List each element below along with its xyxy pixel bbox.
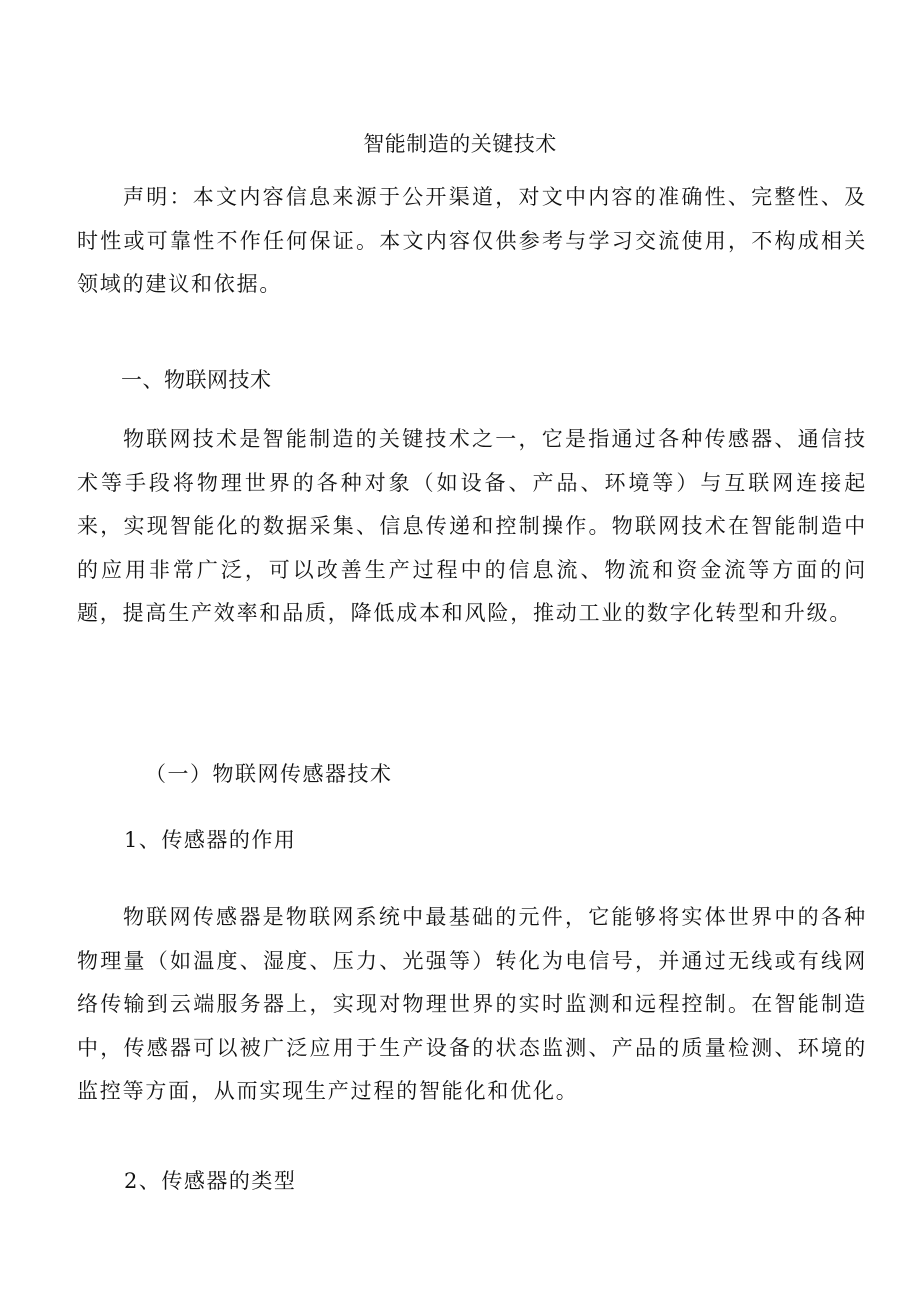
- subsection-heading-sensor-tech: （一）物联网传感器技术: [145, 762, 393, 786]
- document-title: 智能制造的关键技术: [363, 132, 557, 156]
- item-heading-sensor-types: 2、传感器的类型: [124, 1169, 297, 1193]
- item-heading-sensor-role: 1、传感器的作用: [124, 828, 297, 852]
- section-paragraph-iot: 物联网技术是智能制造的关键技术之一，它是指通过各种传感器、通信技术等手段将物理世界的各种对象（如设备、产品、环境等）与互联网连接起来，实现智能化的数据采集、信息传递和控制操作。物联网技术在智能制造中的应用非常广泛，可以改善生产过程中的信息流、物流和资金流等方面的问题，提高生产效率和品质，降低成本和风险，推动工业的数字化转型和升级。: [77, 427, 867, 625]
- item-paragraph-sensor-role: 物联网传感器是物联网系统中最基础的元件，它能够将实体世界中的各种物理量（如温度、湿度、压力、光强等）转化为电信号，并通过无线或有线网络传输到云端服务器上，实现对物理世界的实时监测和远程控制。在智能制造中，传感器可以被广泛应用于生产设备的状态监测、产品的质量检测、环境的监控等方面，从而实现生产过程的智能化和优化。: [77, 905, 867, 1103]
- section-heading-iot: 一、物联网技术: [121, 368, 272, 392]
- disclaimer-paragraph: 声明：本文内容信息来源于公开渠道，对文中内容的准确性、完整性、及时性或可靠性不作任何保证。本文内容仅供参考与学习交流使用，不构成相关领域的建议和依据。: [77, 185, 867, 296]
